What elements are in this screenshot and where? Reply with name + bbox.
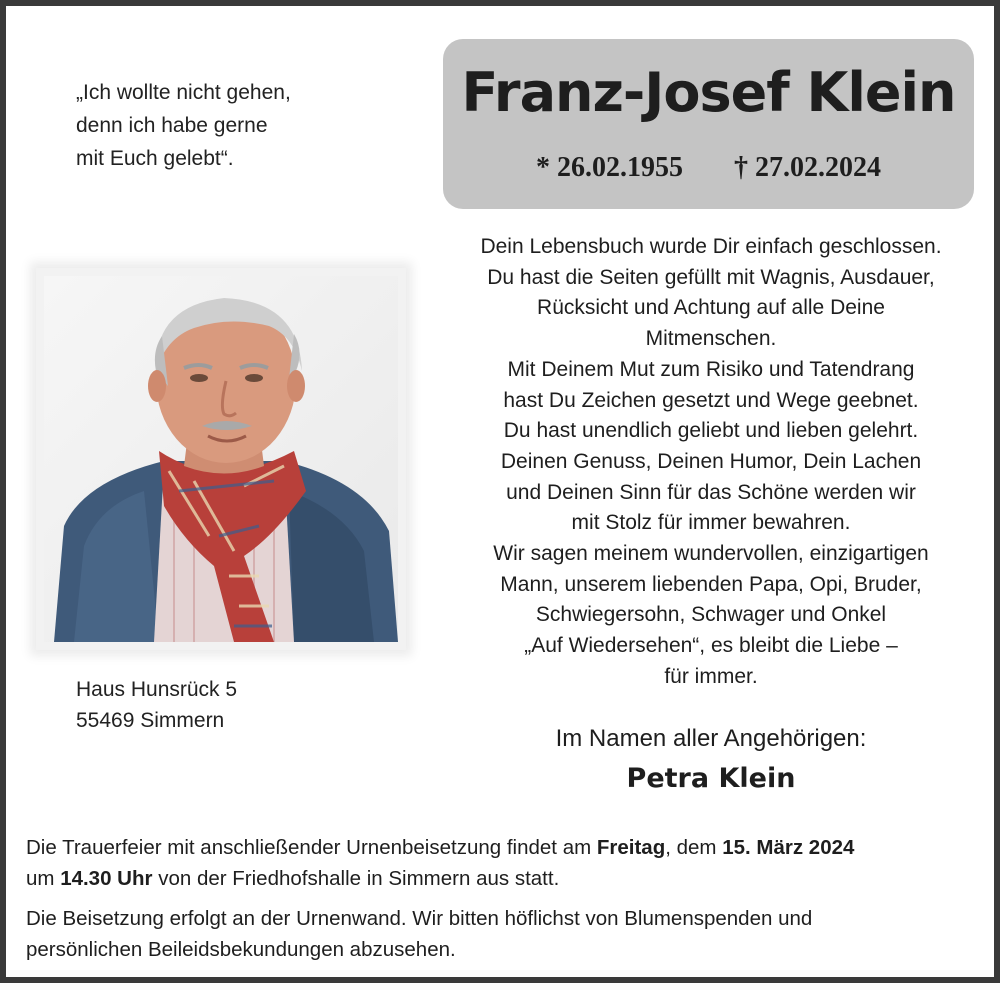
- signature-name: Petra Klein: [626, 763, 796, 794]
- quote-line: „Ich wollte nicht gehen,: [76, 81, 291, 104]
- address-city: 55469 Simmern: [76, 709, 225, 732]
- poem-line: Mann, unserem liebenden Papa, Opi, Bruder,: [500, 572, 922, 596]
- obituary-card: [6, 6, 994, 977]
- notice-text: von der Friedhofshalle in Simmern aus statt.: [152, 867, 560, 890]
- address-street: Haus Hunsrück 5: [76, 678, 238, 701]
- quote: [76, 76, 416, 175]
- notice-text: um: [26, 867, 61, 890]
- poem-line: mit Stolz für immer bewahren.: [571, 511, 851, 535]
- birth-date: * 26.02.1955: [536, 152, 683, 183]
- poem-line: Du hast unendlich geliebt und lieben gelehrt.: [503, 419, 919, 443]
- notice-date: 15. März 2024: [722, 836, 855, 859]
- portrait-photo: [44, 276, 398, 642]
- poem-line: Mitmenschen.: [645, 327, 777, 351]
- life-dates: [443, 152, 974, 184]
- poem-line: hast Du Zeichen gesetzt und Wege geebnet.: [503, 388, 919, 412]
- signature-intro: Im Namen aller Angehörigen:: [555, 725, 867, 752]
- deceased-name: Franz-Josef Klein: [461, 61, 956, 124]
- poem-line: „Auf Wiedersehen“, es bleibt die Liebe –: [524, 634, 898, 658]
- poem-line: Deinen Genuss, Deinen Humor, Dein Lachen: [500, 449, 922, 473]
- name-header-box: [443, 39, 974, 209]
- notice-line: persönlichen Beileidsbekundungen abzusehen.: [26, 938, 456, 961]
- poem-line: Mit Deinem Mut zum Risiko und Tatendrang: [507, 357, 915, 381]
- notice-line: [26, 863, 986, 894]
- poem-line: Dein Lebensbuch wurde Dir einfach geschlossen.: [480, 235, 942, 258]
- poem: [436, 232, 986, 693]
- notice-line: Die Beisetzung erfolgt an der Urnenwand. Wir bitten höflichst von Blumenspenden und: [26, 907, 813, 930]
- quote-line: denn ich habe gerne: [76, 114, 268, 137]
- poem-line: Du hast die Seiten gefüllt mit Wagnis, Ausdauer,: [487, 265, 935, 289]
- poem-line: für immer.: [664, 664, 758, 688]
- funeral-notice: [26, 832, 986, 894]
- notice-time: 14.30 Uhr: [60, 867, 153, 890]
- quote-line: mit Euch gelebt“.: [76, 147, 234, 170]
- portrait-illustration: [44, 276, 398, 642]
- notice-text: , dem: [665, 836, 723, 859]
- address: [76, 674, 237, 736]
- notice-text: Die Trauerfeier mit anschließender Urnenbeisetzung findet am: [26, 836, 597, 859]
- poem-line: und Deinen Sinn für das Schöne werden wir: [506, 480, 916, 504]
- portrait-frame: [36, 268, 406, 650]
- poem-line: Schwiegersohn, Schwager und Onkel: [535, 603, 887, 627]
- poem-line: Wir sagen meinem wundervollen, einzigartigen: [493, 542, 929, 566]
- notice-line: [26, 832, 986, 863]
- poem-line: Rücksicht und Achtung auf alle Deine: [537, 296, 885, 320]
- notice-day: Freitag: [596, 836, 666, 859]
- burial-notice: [26, 903, 986, 965]
- death-date: † 27.02.2024: [734, 152, 881, 183]
